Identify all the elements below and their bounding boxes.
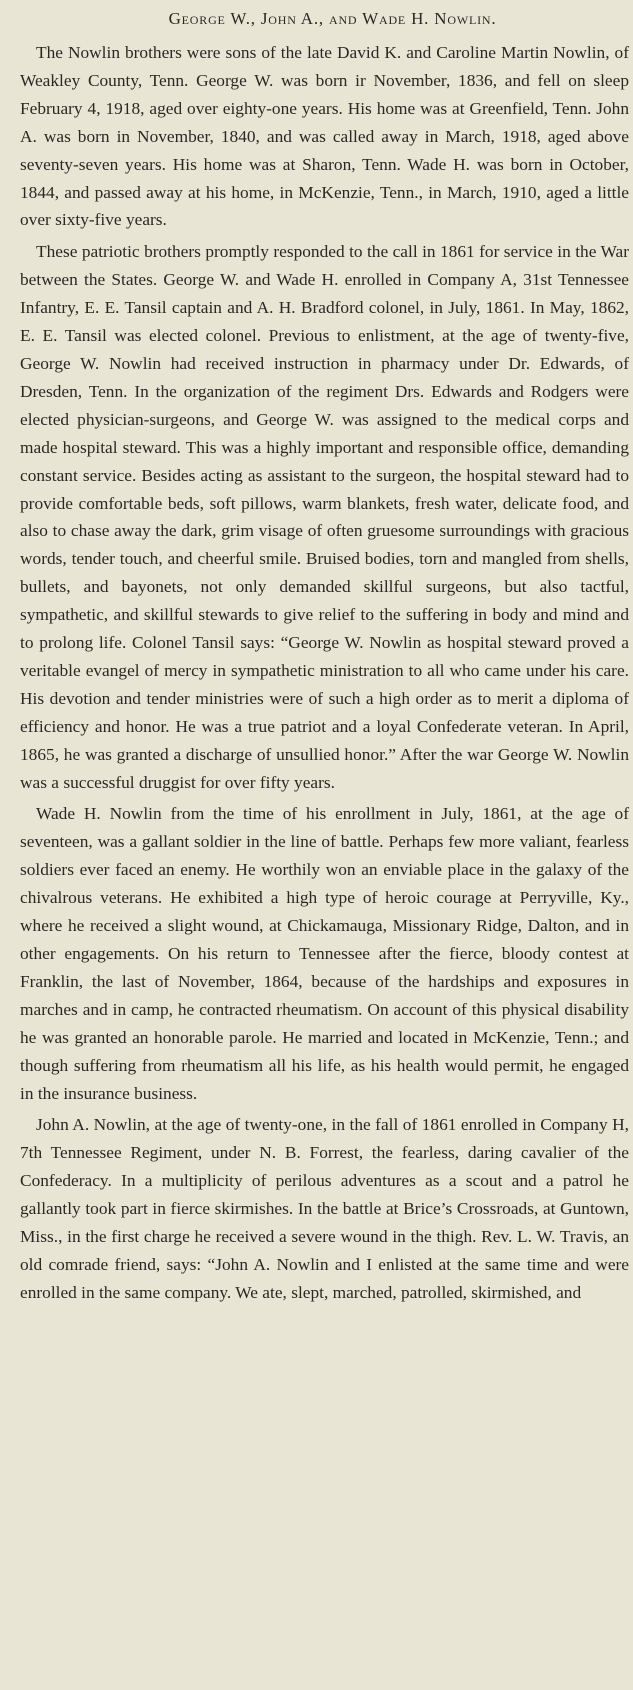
paragraph-family-origins: The Nowlin brothers were sons of the late David K. and Caroline Martin Nowlin, of Weakley County, Tenn. George W. was born ir November, 1836, and fell on sleep February 4, 1918, aged over eighty-one years. His home was at Greenfield, Tenn. John A. was born in November, 1840, and was called away in March, 1918, aged above seventy-seven years. His home was at Sharon, Tenn. Wade H. was born in October, 1844, and passed away at his home, in McKenzie, Tenn., in March, 1910, aged a little over sixty-five years.	[20, 43, 629, 230]
paragraph-wade-h-service: Wade H. Nowlin from the time of his enrollment in July, 1861, at the age of seventeen, was a gallant soldier in the line of battle. Perhaps few more valiant, fearless soldiers ever faced an enemy. He worthily won an enviable place in the galaxy of the chivalrous veterans. He exhibited a high type of heroic courage at Perryville, Ky., where he received a slight wound, at Chickamauga, Missionary Ridge, Dalton, and in other engagements. On his return to Tennessee after the fierce, bloody contest at Franklin, the last of November, 1864, because of the hardships and exposures in marches and in camp, he contracted rheumatism. On account of this physical disability he was granted an honorable parole. He married and located in McKenzie, Tenn.; and though suffering from rheumatism all his life, as his health would permit, he engaged in the insurance business.	[20, 804, 629, 1103]
article-heading: George W., John A., and Wade H. Nowlin.	[168, 9, 497, 28]
paragraph-john-a-service: John A. Nowlin, at the age of twenty-one, in the fall of 1861 enrolled in Company H, 7th Tennessee Regiment, under N. B. Forrest, the fearless, daring cavalier of the Confederacy. In a multiplicity of perilous adventures as a scout and a patrol he gallantly took part in fierce skirmishes. In the battle at Brice’s Crossroads, at Guntown, Miss., in the first charge he received a severe wound in the thigh. Rev. L. W. Travis, an old comrade friend, says: “John A. Nowlin and I enlisted at the same time and were enrolled in the same company. We ate, slept, marched, patrolled, skirmished, and	[20, 1115, 629, 1302]
paragraph-george-w-service: These patriotic brothers promptly responded to the call in 1861 for service in the War between the States. George W. and Wade H. enrolled in Company A, 31st Tennessee Infantry, E. E. Tansil captain and A. H. Bradford colonel, in July, 1861. In May, 1862, E. E. Tansil was elected colonel. Previous to enlistment, at the age of twenty-five, George W. Nowlin had received instruction in pharmacy under Dr. Edwards, of Dresden, Tenn. In the organization of the regiment Drs. Edwards and Rodgers were elected physician-surgeons, and George W. was assigned to the medical corps and made hospital steward. This was a highly important and responsible office, demanding constant service. Besides acting as assistant to the surgeon, the hospital steward had to provide comfortable beds, soft pillows, warm blankets, fresh water, delicate food, and also to chase away the dark, grim visage of often gruesome surroundings with gracious words, tender touch, and cheerful smile. Bruised bodies, torn and mangled from shells, bullets, and bayonets, not only demanded skillful surgeons, but also tactful, sympathetic, and skillful stewards to give relief to the suffering in body and mind and to prolong life. Colonel Tansil says: “George W. Nowlin as hospital steward proved a veritable evangel of mercy in sympathetic ministration to all who came under his care. His devotion and tender ministries were of such a high order as to merit a diploma of efficiency and honor. He was a true patriot and a loyal Confederate veteran. In April, 1865, he was granted a discharge of unsullied honor.” After the war George W. Nowlin was a successful druggist for over fifty years.	[20, 242, 629, 792]
